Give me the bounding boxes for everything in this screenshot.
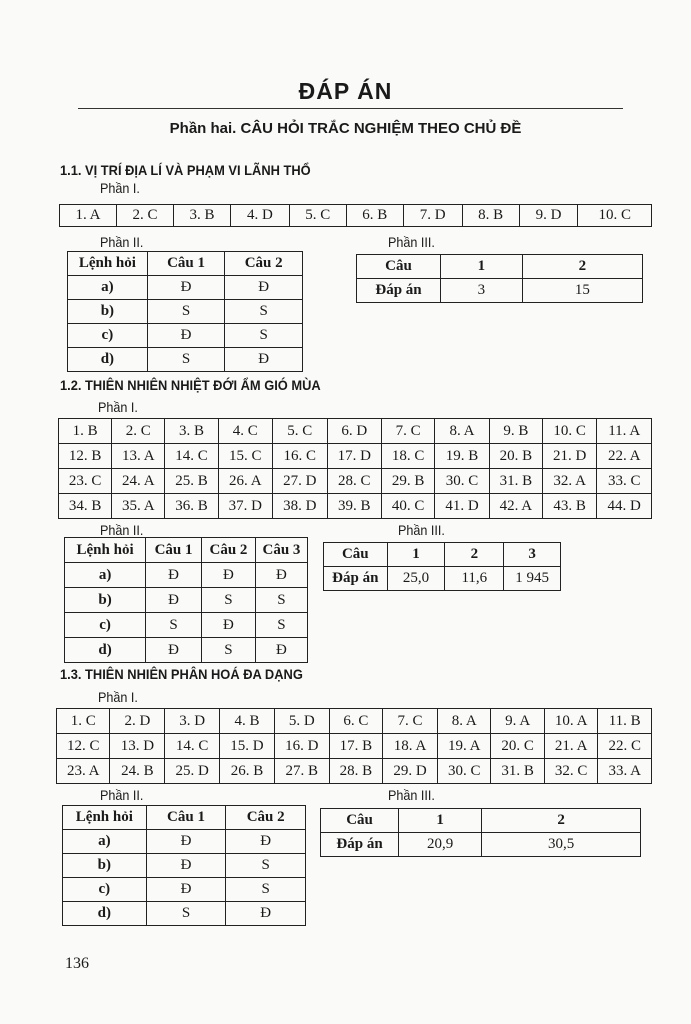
table-cell: 3 bbox=[441, 279, 523, 303]
table-cell: S bbox=[225, 324, 303, 348]
part3-label: Phần III. bbox=[388, 787, 435, 803]
table-row bbox=[63, 902, 306, 926]
table-cell: 6. B bbox=[346, 205, 403, 227]
page-number: 136 bbox=[65, 955, 89, 972]
part3-short-answer-table bbox=[320, 808, 641, 857]
part2-label: Phần II. bbox=[100, 234, 144, 250]
table-cell: S bbox=[226, 878, 306, 902]
table-cell: 19. A bbox=[437, 734, 490, 759]
table-cell: 21. D bbox=[542, 444, 597, 469]
table-cell: Đ bbox=[146, 854, 226, 878]
table-cell: Câu 1 bbox=[146, 806, 226, 830]
table-cell: 30. C bbox=[435, 469, 490, 494]
table-row bbox=[321, 809, 641, 833]
title-divider bbox=[78, 108, 623, 109]
table-cell: 37. D bbox=[218, 494, 273, 519]
table-cell: Câu 1 bbox=[146, 538, 202, 563]
table-row bbox=[68, 324, 303, 348]
table-cell: 36. B bbox=[165, 494, 218, 519]
table-cell: a) bbox=[65, 563, 146, 588]
table-row bbox=[357, 255, 643, 279]
table-cell: 20. C bbox=[491, 734, 544, 759]
table-cell: Câu 1 bbox=[147, 252, 225, 276]
table-cell: Câu 2 bbox=[226, 806, 306, 830]
table-cell: 14. C bbox=[165, 444, 218, 469]
table-cell: 24. A bbox=[112, 469, 165, 494]
table-cell: 18. C bbox=[382, 444, 435, 469]
table-cell: 39. B bbox=[327, 494, 382, 519]
table-cell: 6. C bbox=[329, 709, 382, 734]
table-cell: 4. D bbox=[231, 205, 290, 227]
table-cell: Đ bbox=[146, 588, 202, 613]
table-cell: 8. A bbox=[437, 709, 490, 734]
table-cell: 24. B bbox=[110, 759, 165, 784]
table-row bbox=[63, 854, 306, 878]
table-row bbox=[63, 806, 306, 830]
table-cell: 15. D bbox=[220, 734, 275, 759]
table-cell: 8. A bbox=[435, 419, 490, 444]
table-cell: 1 bbox=[387, 543, 445, 567]
table-cell: 7. C bbox=[383, 709, 438, 734]
table-row bbox=[357, 279, 643, 303]
table-cell: Đ bbox=[146, 638, 202, 663]
table-cell: Đ bbox=[146, 830, 226, 854]
part3-short-answer-table bbox=[356, 254, 643, 303]
table-cell: 2 bbox=[522, 255, 642, 279]
table-cell: 33. A bbox=[598, 759, 652, 784]
table-cell: 11,6 bbox=[445, 567, 504, 591]
table-cell: Đ bbox=[147, 324, 225, 348]
part3-label: Phần III. bbox=[398, 522, 445, 538]
table-cell: 11. B bbox=[598, 709, 652, 734]
table-cell: S bbox=[147, 300, 225, 324]
table-row bbox=[68, 300, 303, 324]
table-cell: 1. B bbox=[59, 419, 112, 444]
table-cell: 32. A bbox=[542, 469, 597, 494]
table-cell: 42. A bbox=[489, 494, 542, 519]
part2-label: Phần II. bbox=[100, 522, 144, 538]
table-row bbox=[57, 709, 652, 734]
table-cell: 1 945 bbox=[504, 567, 561, 591]
table-cell: 10. A bbox=[544, 709, 597, 734]
table-row bbox=[65, 613, 308, 638]
table-cell: Câu 3 bbox=[255, 538, 307, 563]
part1-label: Phần I. bbox=[100, 180, 140, 196]
table-cell: 12. C bbox=[57, 734, 110, 759]
table-cell: 4. B bbox=[220, 709, 275, 734]
table-cell: Đ bbox=[255, 563, 307, 588]
table-cell: a) bbox=[68, 276, 148, 300]
table-cell: 12. B bbox=[59, 444, 112, 469]
table-cell: 5. C bbox=[273, 419, 328, 444]
table-cell: Lệnh hỏi bbox=[68, 252, 148, 276]
table-cell: 44. D bbox=[597, 494, 652, 519]
table-cell: 31. B bbox=[491, 759, 544, 784]
table-cell: 33. C bbox=[597, 469, 652, 494]
table-cell: 34. B bbox=[59, 494, 112, 519]
table-cell: 23. C bbox=[59, 469, 112, 494]
table-cell: b) bbox=[65, 588, 146, 613]
table-cell: 29. D bbox=[383, 759, 438, 784]
table-cell: 1 bbox=[441, 255, 523, 279]
section-heading: 1.1. VỊ TRÍ ĐỊA LÍ VÀ PHẠM VI LÃNH THỔ bbox=[60, 162, 311, 178]
table-cell: 19. B bbox=[435, 444, 490, 469]
table-row bbox=[59, 469, 652, 494]
table-cell: 2. C bbox=[117, 205, 174, 227]
table-cell: 26. B bbox=[220, 759, 275, 784]
table-cell: Câu bbox=[324, 543, 388, 567]
table-cell: 3. B bbox=[165, 419, 218, 444]
table-cell: 35. A bbox=[112, 494, 165, 519]
table-cell: 10. C bbox=[542, 419, 597, 444]
table-cell: Đáp án bbox=[324, 567, 388, 591]
table-cell: Đ bbox=[226, 902, 306, 926]
table-cell: Đ bbox=[147, 276, 225, 300]
table-cell: 15. C bbox=[218, 444, 273, 469]
table-row bbox=[59, 419, 652, 444]
table-cell: 27. D bbox=[273, 469, 328, 494]
part1-label: Phần I. bbox=[98, 399, 138, 415]
table-cell: 3 bbox=[504, 543, 561, 567]
table-cell: S bbox=[225, 300, 303, 324]
table-cell: d) bbox=[68, 348, 148, 372]
table-cell: Câu bbox=[321, 809, 399, 833]
table-cell: 22. C bbox=[598, 734, 652, 759]
table-cell: 31. B bbox=[489, 469, 542, 494]
table-cell: a) bbox=[63, 830, 147, 854]
part3-label: Phần III. bbox=[388, 234, 435, 250]
table-cell: Đ bbox=[146, 563, 202, 588]
table-cell: S bbox=[147, 348, 225, 372]
table-cell: b) bbox=[68, 300, 148, 324]
part2-label: Phần II. bbox=[100, 787, 144, 803]
table-cell: Câu 2 bbox=[202, 538, 256, 563]
table-cell: 10. C bbox=[578, 205, 652, 227]
table-cell: 30. C bbox=[437, 759, 490, 784]
table-cell: Câu bbox=[357, 255, 441, 279]
table-row bbox=[324, 543, 561, 567]
table-cell: d) bbox=[63, 902, 147, 926]
section-heading: 1.3. THIÊN NHIÊN PHÂN HOÁ ĐA DẠNG bbox=[60, 666, 303, 682]
part1-answer-table bbox=[56, 708, 652, 784]
table-cell: 7. D bbox=[403, 205, 462, 227]
table-cell: 20. B bbox=[489, 444, 542, 469]
table-cell: c) bbox=[65, 613, 146, 638]
table-cell: 30,5 bbox=[482, 833, 641, 857]
table-row bbox=[321, 833, 641, 857]
table-row bbox=[68, 348, 303, 372]
table-cell: Lệnh hỏi bbox=[63, 806, 147, 830]
table-cell: 41. D bbox=[435, 494, 490, 519]
table-cell: Đ bbox=[225, 348, 303, 372]
table-cell: 2. D bbox=[110, 709, 165, 734]
table-cell: 17. B bbox=[329, 734, 382, 759]
table-cell: 1. C bbox=[57, 709, 110, 734]
table-cell: S bbox=[146, 613, 202, 638]
table-row bbox=[68, 276, 303, 300]
table-cell: 40. C bbox=[382, 494, 435, 519]
table-cell: 38. D bbox=[273, 494, 328, 519]
table-row bbox=[57, 734, 652, 759]
table-cell: 16. D bbox=[274, 734, 329, 759]
page-title: ĐÁP ÁN bbox=[298, 78, 393, 104]
part1-answer-table bbox=[58, 418, 652, 519]
table-cell: Đ bbox=[202, 613, 256, 638]
table-cell: 32. C bbox=[544, 759, 597, 784]
table-cell: 1. A bbox=[60, 205, 117, 227]
table-cell: 13. A bbox=[112, 444, 165, 469]
part3-short-answer-table bbox=[323, 542, 561, 591]
table-row bbox=[65, 588, 308, 613]
table-cell: 5. C bbox=[289, 205, 346, 227]
table-cell: Đ bbox=[225, 276, 303, 300]
part1-answer-table bbox=[59, 204, 652, 227]
section-heading: 1.2. THIÊN NHIÊN NHIỆT ĐỚI ẨM GIÓ MÙA bbox=[60, 377, 321, 393]
table-cell: Đ bbox=[202, 563, 256, 588]
table-cell: 4. C bbox=[218, 419, 273, 444]
table-row bbox=[59, 494, 652, 519]
table-cell: 15 bbox=[522, 279, 642, 303]
table-cell: Câu 2 bbox=[225, 252, 303, 276]
table-row bbox=[65, 538, 308, 563]
table-cell: 1 bbox=[399, 809, 482, 833]
table-cell: 20,9 bbox=[399, 833, 482, 857]
table-cell: 25,0 bbox=[387, 567, 445, 591]
table-cell: 43. B bbox=[542, 494, 597, 519]
table-row bbox=[63, 830, 306, 854]
page-subtitle: Phần hai. CÂU HỎI TRẮC NGHIỆM THEO CHỦ ĐỀ bbox=[169, 120, 522, 137]
table-cell: S bbox=[255, 613, 307, 638]
table-row bbox=[63, 878, 306, 902]
table-cell: 3. D bbox=[165, 709, 220, 734]
table-cell: Đáp án bbox=[321, 833, 399, 857]
table-cell: Đ bbox=[226, 830, 306, 854]
table-cell: b) bbox=[63, 854, 147, 878]
table-cell: 23. A bbox=[57, 759, 110, 784]
part2-true-false-table bbox=[62, 805, 306, 926]
table-cell: 29. B bbox=[382, 469, 435, 494]
part2-true-false-table bbox=[64, 537, 308, 663]
table-row bbox=[60, 205, 652, 227]
table-cell: 22. A bbox=[597, 444, 652, 469]
table-cell: Đ bbox=[146, 878, 226, 902]
table-cell: 28. C bbox=[327, 469, 382, 494]
table-cell: Đ bbox=[255, 638, 307, 663]
table-cell: 3. B bbox=[174, 205, 231, 227]
table-cell: 14. C bbox=[165, 734, 220, 759]
table-row bbox=[65, 563, 308, 588]
table-cell: 7. C bbox=[382, 419, 435, 444]
table-cell: c) bbox=[63, 878, 147, 902]
table-cell: 13. D bbox=[110, 734, 165, 759]
part1-label: Phần I. bbox=[98, 689, 138, 705]
table-row bbox=[65, 638, 308, 663]
table-row bbox=[68, 252, 303, 276]
table-cell: S bbox=[255, 588, 307, 613]
table-cell: 18. A bbox=[383, 734, 438, 759]
table-row bbox=[324, 567, 561, 591]
table-cell: S bbox=[202, 588, 256, 613]
table-cell: 26. A bbox=[218, 469, 273, 494]
table-cell: 21. A bbox=[544, 734, 597, 759]
table-cell: 25. B bbox=[165, 469, 218, 494]
table-cell: 27. B bbox=[274, 759, 329, 784]
table-cell: S bbox=[202, 638, 256, 663]
table-cell: 5. D bbox=[274, 709, 329, 734]
table-cell: S bbox=[226, 854, 306, 878]
table-cell: 28. B bbox=[329, 759, 382, 784]
table-cell: Đáp án bbox=[357, 279, 441, 303]
table-cell: Lệnh hỏi bbox=[65, 538, 146, 563]
table-cell: 9. D bbox=[519, 205, 578, 227]
table-cell: c) bbox=[68, 324, 148, 348]
table-cell: 16. C bbox=[273, 444, 328, 469]
part2-true-false-table bbox=[67, 251, 303, 372]
table-cell: S bbox=[146, 902, 226, 926]
table-cell: 2 bbox=[482, 809, 641, 833]
table-cell: d) bbox=[65, 638, 146, 663]
table-cell: 6. D bbox=[327, 419, 382, 444]
table-cell: 2. C bbox=[112, 419, 165, 444]
table-cell: 2 bbox=[445, 543, 504, 567]
table-cell: 17. D bbox=[327, 444, 382, 469]
table-cell: 25. D bbox=[165, 759, 220, 784]
table-row bbox=[57, 759, 652, 784]
table-row bbox=[59, 444, 652, 469]
table-cell: 8. B bbox=[462, 205, 519, 227]
table-cell: 11. A bbox=[597, 419, 652, 444]
table-cell: 9. B bbox=[489, 419, 542, 444]
table-cell: 9. A bbox=[491, 709, 544, 734]
